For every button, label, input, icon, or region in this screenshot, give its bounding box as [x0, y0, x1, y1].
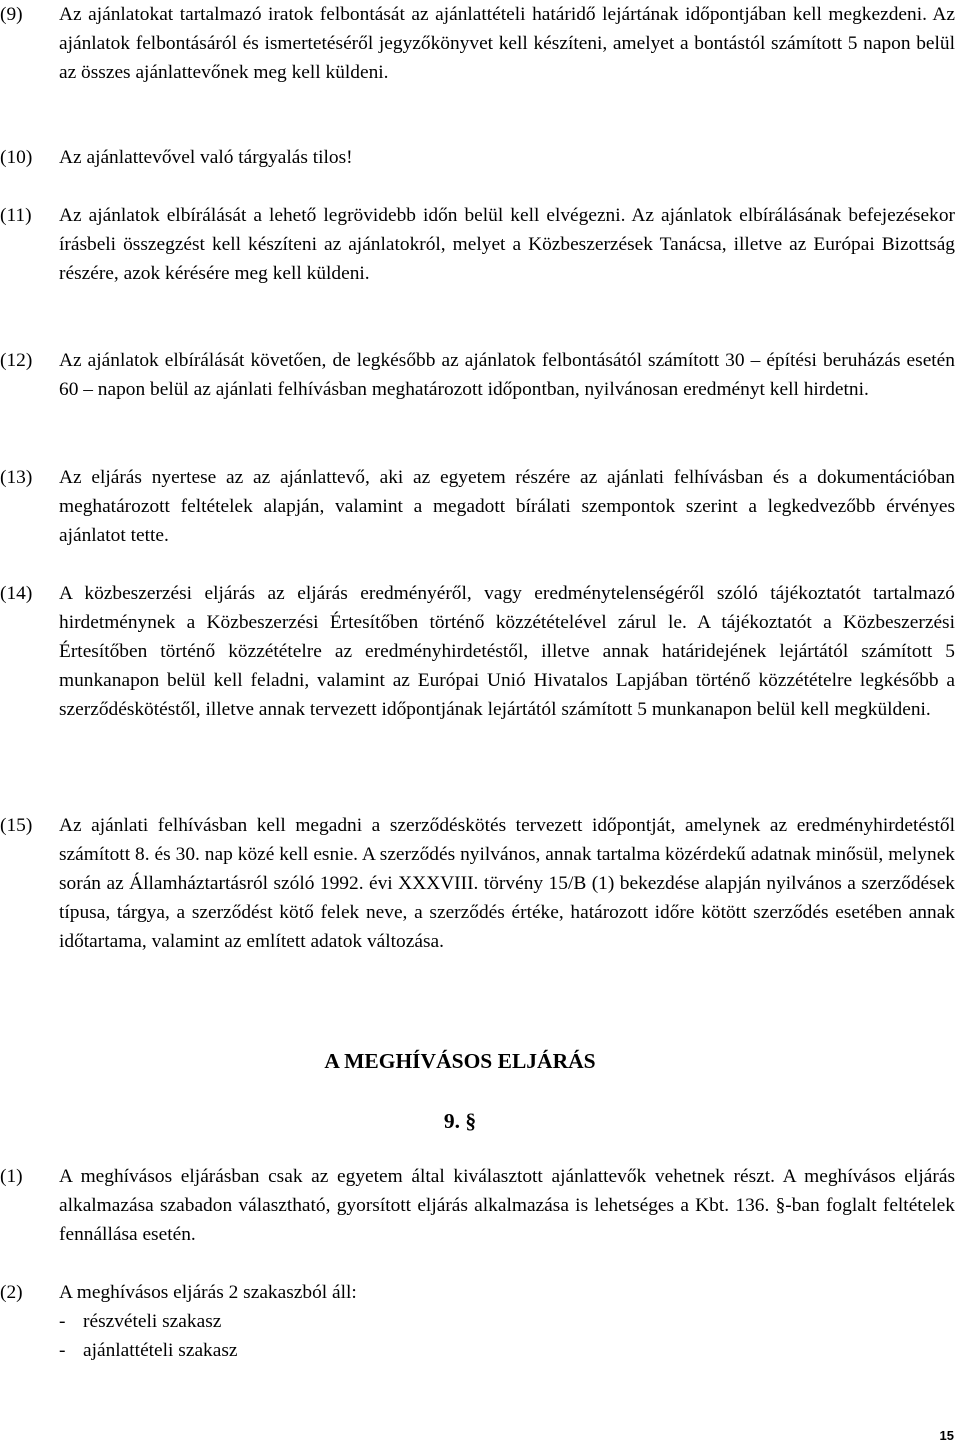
stage-list: [59, 1307, 958, 1365]
paragraph-14: [0, 579, 958, 724]
paragraph-10: [0, 143, 958, 172]
list-item-label: ajánlattételi szakasz: [83, 1340, 238, 1362]
paragraph-number: (2): [0, 1282, 23, 1303]
list-item: [59, 1336, 958, 1365]
paragraph-number: (9): [0, 4, 23, 25]
paragraph-12: [0, 346, 958, 404]
list-dash: -: [59, 1340, 66, 1362]
paragraph-text: Az ajánlatokat tartalmazó iratok felbontását az ajánlattételi határidő lejártának időpontjában kell megkezdeni. Az ajánlatok felbontásáról és ismertetéséről jegyzőkönyvet kell készíteni, amelyet a bontástól számított 5 napon belül az összes ajánlattevőnek meg kell küldeni.: [59, 4, 955, 84]
paragraph-text: A meghívásos eljárás 2 szakaszból áll:: [59, 1282, 357, 1303]
list-item: [59, 1307, 958, 1336]
paragraph-text: Az ajánlati felhívásban kell megadni a szerződéskötés tervezett időpontját, amelynek az eredményhirdetéstől számított 8. és 30. nap közé kell esnie. A szerződés nyilvános, annak tartalma közérdekű adatnak minősül, melynek során az Államháztartásról szóló 1992. évi XXXVIII. törvény 15/B (1) bekezdése alapján nyilvános a szerződések típusa, tárgya, a szerződést kötő felek neve, a szerződés értéke, határozott időre kötött szerződés esetében annak időtartama, valamint az említett adatok változása.: [59, 815, 955, 953]
paragraph-1: [0, 1162, 958, 1249]
paragraph-9: [0, 0, 958, 87]
paragraph-number: (11): [0, 205, 32, 226]
paragraph-11: [0, 201, 958, 288]
paragraph-number: (13): [0, 467, 33, 488]
list-dash: -: [59, 1311, 66, 1333]
paragraph-text: Az ajánlattevővel való tárgyalás tilos!: [59, 147, 353, 168]
paragraph-number: (14): [0, 583, 33, 604]
paragraph-number: (12): [0, 350, 33, 371]
paragraph-number: (10): [0, 147, 33, 168]
section-title: A MEGHÍVÁSOS ELJÁRÁS: [324, 1049, 596, 1073]
section-number: 9. §: [443, 1109, 477, 1133]
paragraph-15: [0, 811, 958, 956]
list-item-label: részvételi szakasz: [83, 1311, 222, 1333]
paragraph-text: A meghívásos eljárásban csak az egyetem által kiválasztott ajánlattevők vehetnek részt. A meghívásos eljárás alkalmazása szabadon választható, gyorsított eljárás alkalmazása is lehetséges a Kbt. 136. §-ban foglalt feltételek fennállása esetén.: [59, 1166, 955, 1246]
paragraph-number: (1): [0, 1166, 23, 1187]
paragraph-text: A közbeszerzési eljárás az eljárás eredményéről, vagy eredménytelenségéről szóló tájékoztatót tartalmazó hirdetménynek a Közbeszerzési Értesítőben történő közzétételével zárul le. A tájékoztatót a Közbeszerzési Értesítőben történő közzétételre az eredményhirdetéstől, illetve annak határidejének lejártától számított 5 munkanapon belül kell feladni, valamint az Európai Unió Hivatalos Lapjában történő közzétételre legkésőbb a szerződéskötéstől, illetve annak tervezett időpontjának lejártától számított 5 munkanapon belül kell megküldeni.: [59, 583, 955, 721]
paragraph-number: (15): [0, 815, 33, 836]
paragraph-text: Az eljárás nyertese az az ajánlattevő, aki az egyetem részére az ajánlati felhívásban és a dokumentációban meghatározott feltételek alapján, valamint a megadott bírálati szempontok szerint a legkedvezőbb érvényes ajánlatot tette.: [59, 467, 955, 547]
paragraph-text: Az ajánlatok elbírálását követően, de legkésőbb az ajánlatok felbontásától számított 30 – építési beruházás esetén 60 – napon belül az ajánlati felhívásban meghatározott időpontban, nyilvánosan eredményt kell hirdetni.: [59, 350, 955, 401]
page-number: 15: [939, 1428, 954, 1443]
paragraph-2: [0, 1278, 958, 1365]
paragraph-text: Az ajánlatok elbírálását a lehető legrövidebb időn belül kell elvégezni. Az ajánlatok elbírálásának befejezésekor írásbeli összegzést kell készíteni az ajánlatokról, melyet a Közbeszerzések Tanácsa, illetve az Európai Bizottság részére, azok kérésére meg kell küldeni.: [59, 205, 955, 285]
paragraph-13: [0, 463, 958, 550]
